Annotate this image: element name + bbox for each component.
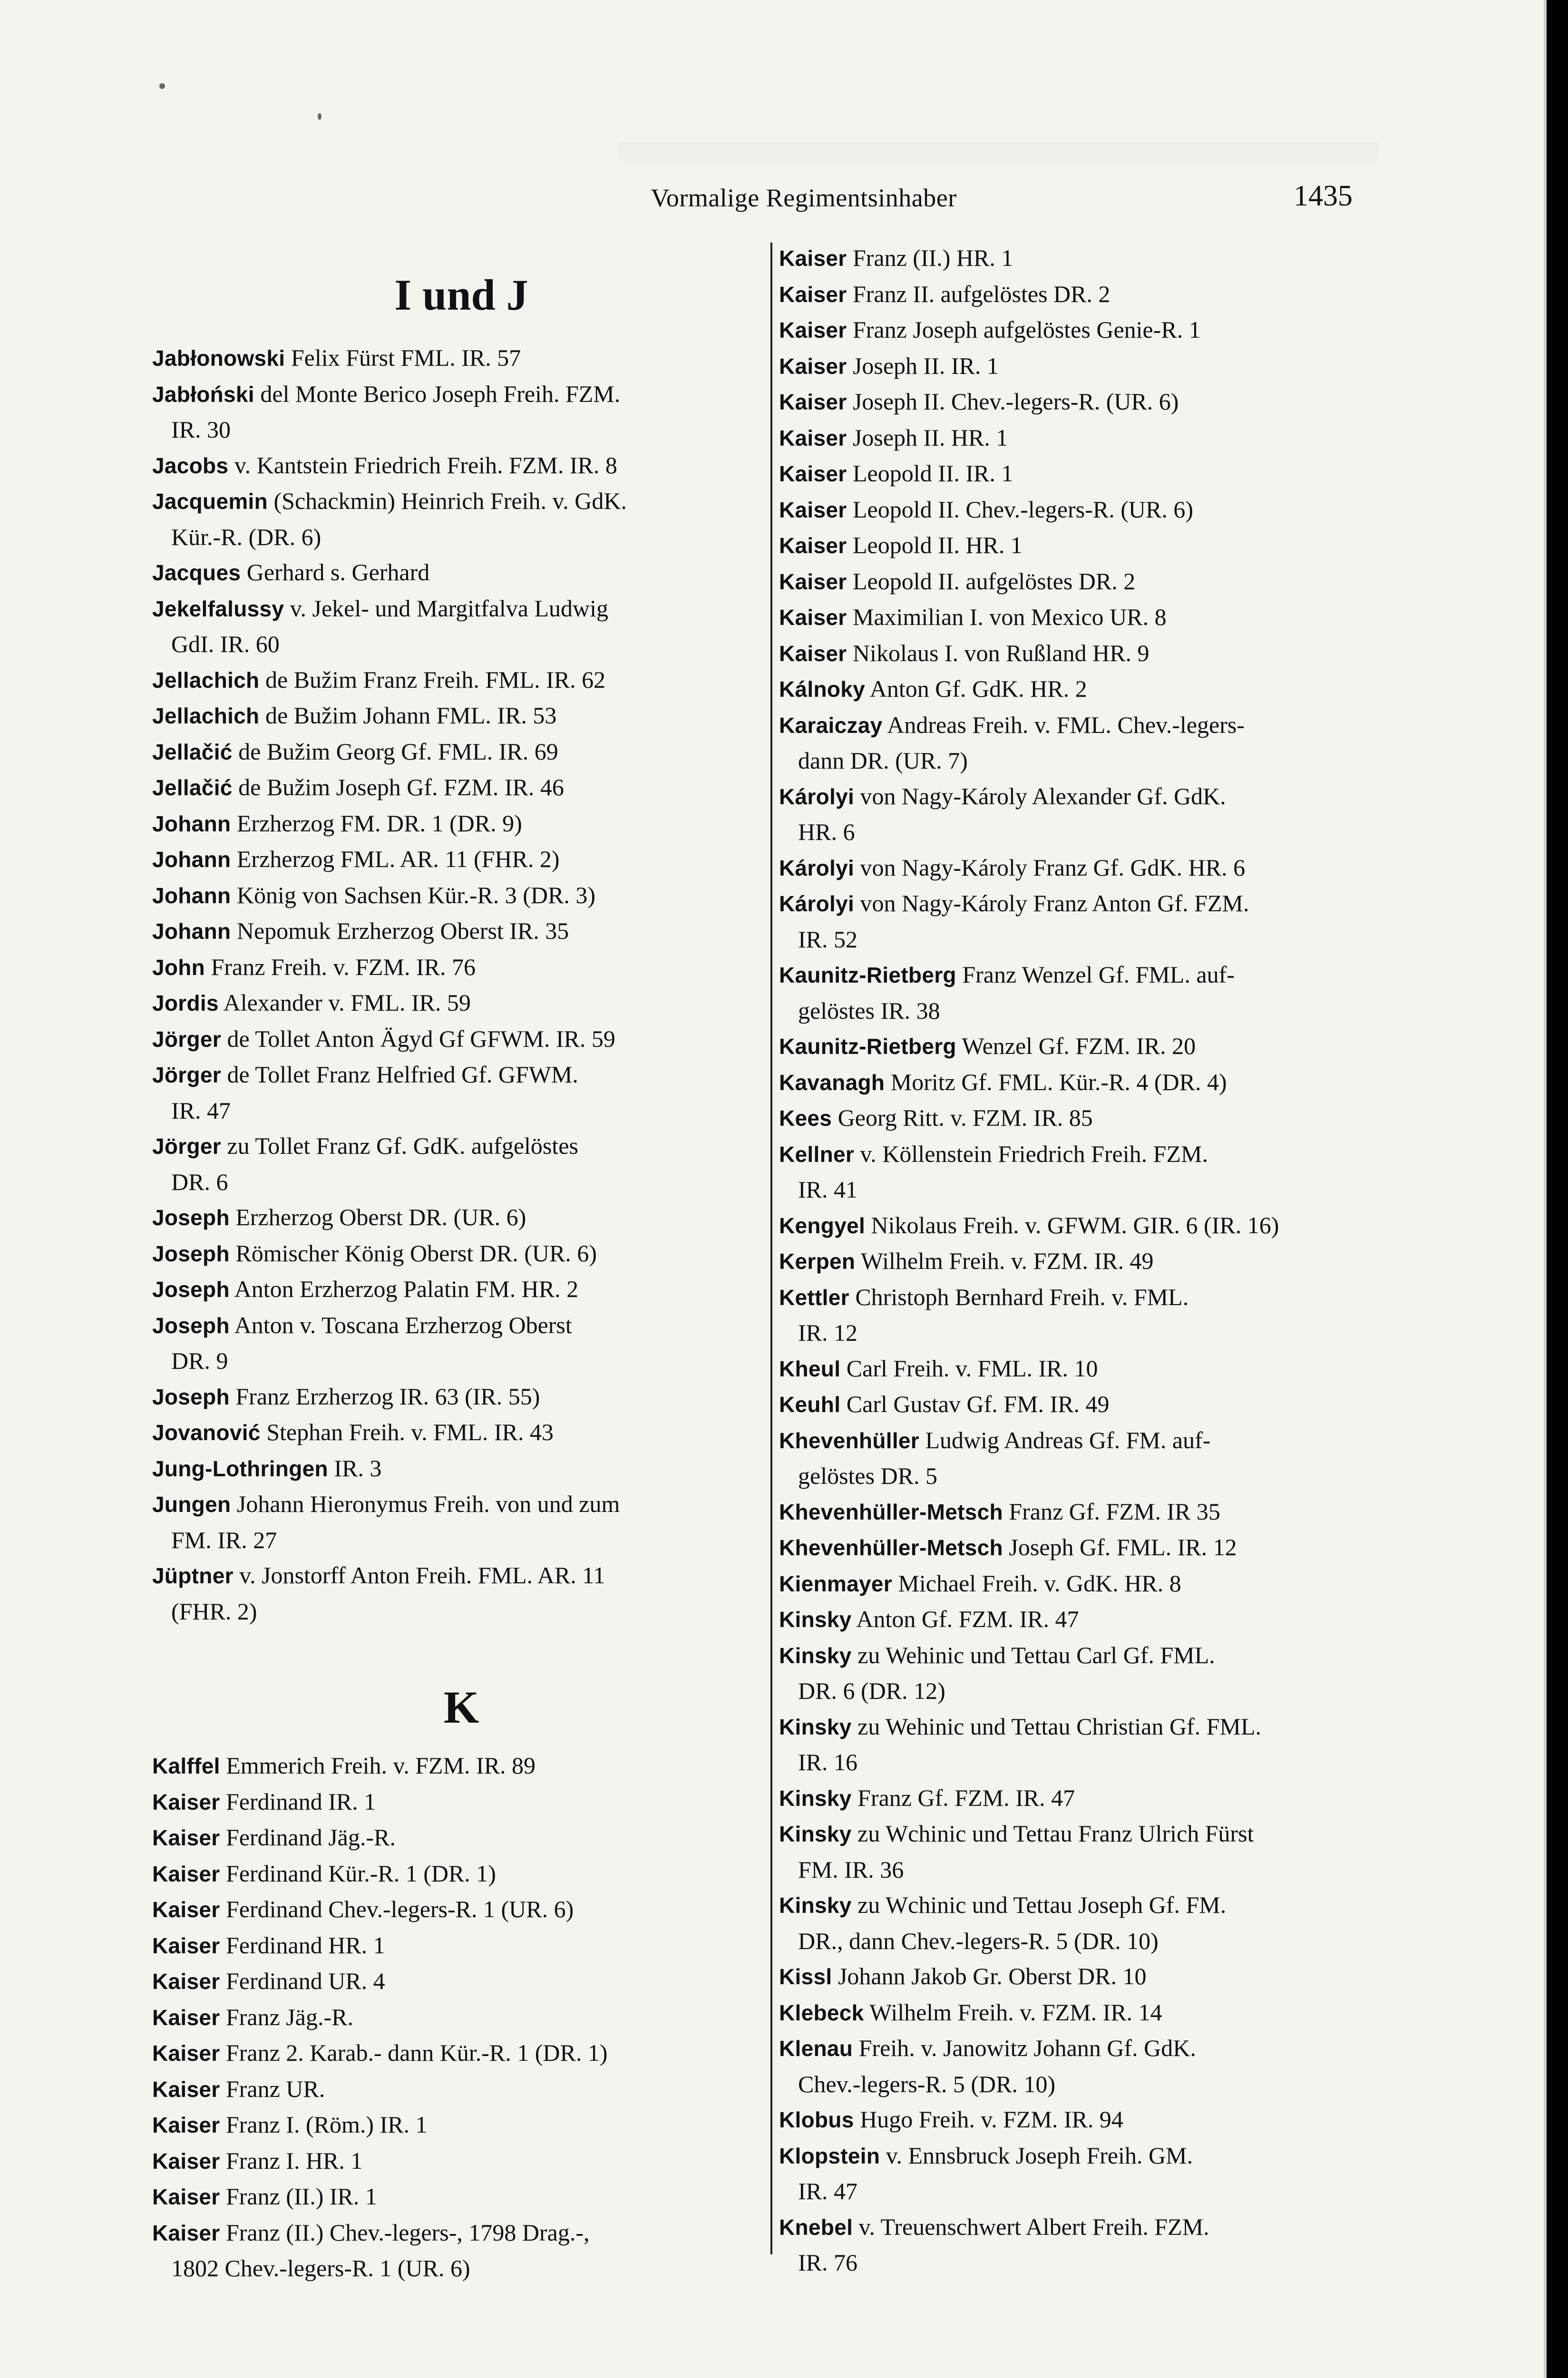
entry-surname: Klobus — [779, 2107, 854, 2132]
register-entry — [779, 527, 1397, 564]
entry-surname: Jacquemin — [152, 489, 268, 514]
register-entry — [779, 1136, 1397, 1208]
entry-surname: Károlyi — [779, 784, 855, 809]
register-entry — [152, 1748, 770, 1784]
entry-surname: Jellachich — [152, 667, 260, 692]
register-entry — [779, 1243, 1397, 1279]
register-entry — [152, 1379, 770, 1415]
entry-details: Wilhelm Freih. v. FZM. IR. 14 — [864, 1998, 1162, 2026]
entry-surname: Kienmayer — [779, 1571, 892, 1596]
entry-surname: Khevenhüller — [779, 1428, 920, 1453]
entry-details: Michael Freih. v. GdK. HR. 8 — [892, 1569, 1181, 1597]
entry-details: Franz Joseph aufgelöstes Genie-R. 1 — [847, 316, 1201, 343]
register-entry — [152, 591, 770, 662]
entry-surname: Kaiser — [152, 2220, 220, 2245]
entry-details: Franz Jäg.-R. — [220, 2003, 353, 2030]
entry-continuation: 1802 Chev.-legers-R. 1 (UR. 6) — [171, 2255, 470, 2281]
register-entry — [779, 1601, 1397, 1637]
entry-surname: Jordis — [152, 991, 219, 1015]
register-entry — [152, 1236, 770, 1272]
entry-details: Felix Fürst FML. IR. 57 — [285, 344, 521, 371]
register-entry — [152, 877, 770, 914]
entry-surname: Kavanagh — [779, 1070, 885, 1095]
entry-details: Wenzel Gf. FZM. IR. 20 — [956, 1033, 1196, 1059]
entry-details: Andreas Freih. v. FML. Chev.-legers- — [882, 711, 1245, 738]
entry-surname: Kaiser — [152, 2005, 220, 2030]
running-head: Vormalige Regimentsinhaber — [651, 184, 957, 212]
entry-details: Johann Hieronymus Freih. von und zum — [231, 1491, 620, 1517]
entry-surname: John — [152, 955, 205, 980]
entry-surname: Kaiser — [152, 1933, 220, 1958]
entry-details: von Nagy-Károly Franz Anton Gf. FZM. — [854, 890, 1249, 916]
register-entry — [779, 312, 1397, 348]
register-entry — [779, 1423, 1397, 1494]
register-entry — [779, 1100, 1397, 1136]
register-entry — [779, 707, 1397, 779]
entry-details: v. Ennsbruck Joseph Freih. GM. — [880, 2142, 1193, 2169]
register-entry — [779, 1780, 1397, 1816]
register-entry — [152, 1928, 770, 1964]
entry-surname: Johann — [152, 883, 231, 908]
entry-details: Nepomuk Erzherzog Oberst IR. 35 — [231, 917, 569, 944]
entry-surname: Kaiser — [152, 1825, 220, 1850]
entry-continuation: IR. 12 — [798, 1319, 857, 1346]
register-entry — [779, 2102, 1397, 2138]
entry-surname: Joseph — [152, 1205, 230, 1230]
entry-surname: Khevenhüller-Metsch — [779, 1535, 1003, 1560]
entry-continuation: HR. 6 — [798, 819, 855, 845]
register-entry — [152, 949, 770, 985]
register-entry — [152, 1784, 770, 1820]
entry-surname: Karaiczay — [779, 712, 883, 738]
register-entry — [152, 1271, 770, 1307]
entry-details: Leopold II. HR. 1 — [847, 532, 1023, 558]
entry-details: Nikolaus Freih. v. GFWM. GIR. 6 (IR. 16) — [865, 1211, 1279, 1238]
entry-details: Carl Gustav Gf. FM. IR. 49 — [840, 1391, 1110, 1417]
entry-details: de Bužim Georg Gf. FML. IR. 69 — [232, 738, 558, 765]
entry-details: Joseph Gf. FML. IR. 12 — [1003, 1534, 1237, 1560]
entry-surname: Kerpen — [779, 1249, 856, 1274]
register-entry — [779, 1816, 1397, 1887]
entry-surname: Kaiser — [779, 353, 847, 379]
register-entry — [779, 1208, 1397, 1244]
entry-details: Franz Gf. FZM. IR. 47 — [851, 1784, 1075, 1811]
entry-details: de Bužim Johann FML. IR. 53 — [259, 702, 557, 729]
register-entry — [152, 1891, 770, 1928]
entry-details: v. Jonstorff Anton Freih. FML. AR. 11 — [233, 1562, 605, 1589]
register-entry — [152, 2035, 770, 2071]
register-entry — [779, 779, 1397, 850]
register-entry — [779, 2030, 1397, 2102]
entry-surname: Kaunitz-Rietberg — [779, 963, 956, 987]
entry-details: Christoph Bernhard Freih. v. FML. — [849, 1283, 1189, 1310]
register-entry — [152, 483, 770, 555]
entry-details: del Monte Berico Joseph Freih. FZM. — [254, 380, 621, 407]
entry-continuation: Kür.-R. (DR. 6) — [171, 523, 321, 550]
register-entry — [779, 2138, 1397, 2209]
entry-details: Franz Erzherzog IR. 63 (IR. 55) — [229, 1383, 540, 1410]
entry-details: Franz (II.) HR. 1 — [847, 244, 1013, 271]
entry-surname: Joseph — [152, 1277, 230, 1302]
register-entry — [152, 1057, 770, 1128]
register-entry — [779, 886, 1397, 957]
entry-surname: Kinsky — [779, 1822, 852, 1846]
entry-details: Franz Wenzel Gf. FML. auf- — [956, 961, 1235, 988]
entry-continuation: dann DR. (UR. 7) — [798, 747, 968, 774]
register-entry — [152, 555, 770, 591]
entry-details: Carl Freih. v. FML. IR. 10 — [840, 1355, 1098, 1382]
entry-details: Franz 2. Karab.- dann Kür.-R. 1 (DR. 1) — [220, 2039, 608, 2066]
entry-surname: Kettler — [779, 1285, 849, 1310]
entry-continuation: DR. 6 (DR. 12) — [798, 1677, 945, 1704]
entry-details: v. Köllenstein Friedrich Freih. FZM. — [854, 1140, 1208, 1167]
entry-surname: Jörger — [152, 1026, 221, 1052]
register-entry — [779, 850, 1397, 886]
entry-list-right — [779, 240, 1397, 2281]
entry-details: Anton Erzherzog Palatin FM. HR. 2 — [229, 1276, 579, 1302]
entry-details: Franz (II.) IR. 1 — [220, 2183, 377, 2210]
entry-details: Franz UR. — [220, 2075, 325, 2102]
register-entry — [779, 240, 1397, 276]
entry-surname: Kaiser — [152, 1897, 220, 1922]
entry-continuation: Chev.-legers-R. 5 (DR. 10) — [798, 2070, 1056, 2097]
entry-details: Ferdinand Kür.-R. 1 (DR. 1) — [220, 1860, 496, 1887]
entry-details: Nikolaus I. von Rußland HR. 9 — [847, 639, 1149, 666]
register-entry — [779, 1995, 1397, 2031]
entry-surname: Klopstein — [779, 2143, 880, 2168]
register-entry — [779, 1959, 1397, 1995]
entry-continuation: GdI. IR. 60 — [171, 631, 280, 657]
entry-details: zu Wehinic und Tettau Carl Gf. FML. — [851, 1641, 1215, 1668]
entry-details: Gerhard s. Gerhard — [241, 559, 430, 585]
entry-continuation: gelöstes IR. 38 — [798, 997, 940, 1024]
entry-surname: Johann — [152, 847, 231, 872]
entry-surname: Kissl — [779, 1964, 832, 1989]
entry-details: Moritz Gf. FML. Kür.-R. 4 (DR. 4) — [885, 1068, 1227, 1095]
entry-details: Stephan Freih. v. FML. IR. 43 — [260, 1419, 554, 1445]
entry-details: de Tollet Franz Helfried Gf. GFWM. — [221, 1061, 578, 1088]
entry-surname: Jekelfalussy — [152, 596, 284, 621]
entry-surname: Kaiser — [152, 2041, 220, 2066]
entry-surname: Klebeck — [779, 2000, 864, 2025]
register-entry — [152, 806, 770, 842]
entry-continuation: IR. 76 — [798, 2249, 857, 2276]
entry-surname: Jacques — [152, 560, 241, 585]
entry-surname: Kaiser — [779, 533, 847, 558]
entry-surname: Kaiser — [779, 641, 847, 666]
entry-details: Anton Gf. FZM. IR. 47 — [851, 1606, 1079, 1632]
entry-surname: Kinsky — [779, 1714, 852, 1739]
register-entry — [779, 348, 1397, 384]
entry-details: Ferdinand UR. 4 — [220, 1968, 385, 1994]
entry-details: zu Tollet Franz Gf. GdK. aufgelöstes — [221, 1132, 578, 1159]
entry-continuation: (FHR. 2) — [171, 1598, 257, 1625]
entry-details: Alexander v. FML. IR. 59 — [218, 989, 471, 1016]
entry-details: IR. 3 — [328, 1454, 382, 1481]
entry-continuation: IR. 30 — [171, 416, 231, 443]
entry-continuation: IR. 47 — [798, 2178, 857, 2204]
entry-surname: Kees — [779, 1106, 832, 1131]
entry-surname: Jellačić — [152, 775, 233, 800]
entry-details: Ludwig Andreas Gf. FM. auf- — [919, 1426, 1211, 1453]
register-entry — [152, 662, 770, 698]
register-entry — [152, 2107, 770, 2143]
entry-continuation: DR. 6 — [171, 1168, 228, 1195]
register-entry — [779, 1637, 1397, 1709]
register-entry — [152, 1021, 770, 1057]
register-entry — [779, 456, 1397, 492]
entry-details: Franz II. aufgelöstes DR. 2 — [847, 280, 1110, 307]
register-entry — [152, 1128, 770, 1199]
entry-list-ij — [152, 340, 770, 1629]
entry-details: von Nagy-Károly Alexander Gf. GdK. — [854, 782, 1226, 809]
entry-details: Erzherzog FM. DR. 1 (DR. 9) — [231, 809, 522, 837]
register-entry — [152, 1451, 770, 1487]
entry-details: (Schackmin) Heinrich Freih. v. GdK. — [268, 487, 627, 514]
register-entry — [152, 1199, 770, 1236]
register-entry — [152, 2215, 770, 2286]
entry-details: König von Sachsen Kür.-R. 3 (DR. 3) — [231, 881, 595, 908]
entry-details: Leopold II. Chev.-legers-R. (UR. 6) — [847, 496, 1193, 523]
register-entry — [152, 1963, 770, 1999]
entry-details: Franz I. HR. 1 — [220, 2147, 363, 2174]
entry-details: Freih. v. Janowitz Johann Gf. GdK. — [853, 2035, 1196, 2061]
register-entry — [779, 1709, 1397, 1780]
entry-surname: Keuhl — [779, 1392, 841, 1417]
entry-surname: Kaiser — [152, 2076, 220, 2102]
register-entry — [152, 1307, 770, 1379]
entry-continuation: DR. 9 — [171, 1347, 228, 1374]
entry-surname: Kaiser — [779, 390, 847, 414]
page-header — [0, 180, 1544, 231]
entry-list-k — [152, 1748, 770, 2286]
register-entry — [779, 957, 1397, 1028]
register-entry — [152, 1558, 770, 1629]
entry-surname: Kaiser — [779, 425, 847, 450]
entry-details: Joseph II. HR. 1 — [847, 424, 1008, 451]
register-entry — [779, 276, 1397, 312]
entry-details: de Bužim Joseph Gf. FZM. IR. 46 — [232, 774, 564, 800]
register-entry — [152, 1999, 770, 2036]
register-entry — [779, 1279, 1397, 1351]
entry-details: Franz I. (Röm.) IR. 1 — [220, 2111, 428, 2138]
entry-surname: Jellačić — [152, 739, 233, 764]
register-entry — [152, 376, 770, 448]
register-entry — [152, 1820, 770, 1856]
entry-continuation: IR. 47 — [171, 1097, 231, 1124]
register-entry — [152, 2071, 770, 2107]
entry-surname: Kaiser — [779, 569, 847, 594]
register-entry — [152, 448, 770, 484]
entry-continuation: IR. 16 — [798, 1749, 857, 1775]
entry-surname: Jüptner — [152, 1563, 234, 1588]
entry-surname: Johann — [152, 811, 231, 836]
entry-surname: Kalffel — [152, 1754, 220, 1778]
entry-details: zu Wchinic und Tettau Joseph Gf. FM. — [851, 1891, 1227, 1918]
entry-details: Franz (II.) Chev.-legers-, 1798 Drag.-, — [220, 2219, 590, 2246]
entry-surname: Kaiser — [779, 246, 847, 271]
register-entry — [779, 384, 1397, 420]
register-entry — [779, 564, 1397, 600]
entry-details: Maximilian I. von Mexico UR. 8 — [847, 604, 1167, 630]
entry-surname: Kaiser — [152, 1969, 220, 1994]
register-entry — [779, 1064, 1397, 1101]
entry-surname: Jovanović — [152, 1420, 261, 1445]
entry-details: Erzherzog Oberst DR. (UR. 6) — [229, 1204, 526, 1230]
paper-speck — [318, 113, 321, 120]
entry-continuation: IR. 52 — [798, 926, 857, 953]
entry-details: von Nagy-Károly Franz Gf. GdK. HR. 6 — [854, 854, 1246, 881]
entry-surname: Kaiser — [779, 461, 847, 486]
entry-surname: Kinsky — [779, 1785, 852, 1811]
register-entry — [779, 671, 1397, 707]
register-entry — [779, 1566, 1397, 1602]
entry-details: v. Jekel- und Margitfalva Ludwig — [284, 594, 609, 622]
entry-surname: Kaiser — [152, 2184, 220, 2209]
entry-details: Erzherzog FML. AR. 11 (FHR. 2) — [231, 846, 560, 872]
entry-surname: Jung-Lothringen — [152, 1456, 328, 1481]
entry-surname: Kaiser — [779, 282, 847, 307]
register-entry — [779, 1887, 1397, 1959]
register-entry — [779, 1494, 1397, 1530]
register-entry — [779, 420, 1397, 456]
entry-surname: Kinsky — [779, 1643, 852, 1668]
entry-continuation: IR. 41 — [798, 1176, 857, 1203]
register-entry — [152, 734, 770, 770]
paper-speck — [159, 83, 165, 89]
right-column — [779, 240, 1397, 2281]
register-entry — [152, 698, 770, 734]
entry-details: Franz Freih. v. FZM. IR. 76 — [205, 953, 476, 980]
entry-continuation: DR., dann Chev.-legers-R. 5 (DR. 10) — [798, 1927, 1159, 1954]
register-entry — [779, 492, 1397, 528]
register-entry — [152, 340, 770, 376]
bleed-through-shadow — [618, 143, 1379, 171]
register-entry — [152, 985, 770, 1021]
entry-details: Franz Gf. FZM. IR 35 — [1003, 1498, 1220, 1525]
register-entry — [779, 1351, 1397, 1387]
entry-details: Leopold II. IR. 1 — [847, 460, 1013, 487]
entry-details: Joseph II. IR. 1 — [847, 352, 999, 379]
entry-surname: Kellner — [779, 1141, 855, 1167]
entry-details: zu Wchinic und Tettau Franz Ulrich Fürst — [851, 1820, 1254, 1847]
entry-surname: Jacobs — [152, 453, 229, 478]
left-column — [152, 240, 770, 2286]
entry-continuation: FM. IR. 36 — [798, 1856, 904, 1883]
entry-surname: Kaiser — [779, 318, 847, 342]
register-entry — [152, 913, 770, 949]
register-entry — [779, 1028, 1397, 1064]
register-entry — [152, 2143, 770, 2179]
entry-details: Ferdinand HR. 1 — [220, 1931, 385, 1959]
entry-surname: Jörger — [152, 1062, 221, 1087]
entry-surname: Jabłonowski — [152, 346, 285, 370]
section-heading-ij: I und J — [394, 271, 528, 319]
entry-details: Ferdinand Jäg.-R. — [220, 1824, 396, 1851]
entry-surname: Johann — [152, 919, 231, 944]
entry-details: Johann Jakob Gr. Oberst DR. 10 — [832, 1963, 1147, 1989]
entry-surname: Kaunitz-Rietberg — [779, 1034, 956, 1059]
section-heading-k: K — [443, 1682, 479, 1733]
entry-surname: Károlyi — [779, 891, 855, 916]
register-entry — [152, 1486, 770, 1558]
entry-surname: Kaiser — [152, 2148, 220, 2173]
entry-surname: Joseph — [152, 1313, 230, 1338]
entry-surname: Kaiser — [152, 1789, 220, 1814]
entry-surname: Joseph — [152, 1241, 230, 1266]
entry-details: v. Kantstein Friedrich Freih. FZM. IR. 8 — [228, 451, 617, 478]
register-entry — [779, 1386, 1397, 1423]
entry-surname: Khevenhüller-Metsch — [779, 1499, 1003, 1524]
entry-surname: Jörger — [152, 1134, 221, 1159]
entry-surname: Kinsky — [779, 1893, 852, 1918]
entry-continuation: gelöstes DR. 5 — [798, 1462, 938, 1489]
entry-surname: Knebel — [779, 2214, 853, 2240]
entry-details: de Bužim Franz Freih. FML. IR. 62 — [259, 666, 606, 693]
entry-surname: Kaiser — [152, 2113, 220, 2137]
entry-continuation: FM. IR. 27 — [171, 1526, 277, 1553]
entry-details: Ferdinand IR. 1 — [220, 1788, 376, 1815]
entry-details: Emmerich Freih. v. FZM. IR. 89 — [220, 1752, 536, 1779]
register-entry — [779, 2209, 1397, 2281]
entry-details: Römischer König Oberst DR. (UR. 6) — [229, 1239, 597, 1267]
entry-surname: Jabłoński — [152, 381, 254, 407]
entry-details: v. Treuenschwert Albert Freih. FZM. — [853, 2213, 1209, 2240]
entry-details: Ferdinand Chev.-legers-R. 1 (UR. 6) — [220, 1896, 574, 1922]
entry-surname: Károlyi — [779, 855, 855, 880]
entry-details: de Tollet Anton Ägyd Gf GFWM. IR. 59 — [221, 1025, 615, 1052]
register-entry — [152, 1414, 770, 1451]
register-entry — [152, 1856, 770, 1892]
register-entry — [779, 599, 1397, 635]
entry-details: Anton v. Toscana Erzherzog Oberst — [229, 1311, 572, 1338]
entry-surname: Kheul — [779, 1356, 841, 1381]
entry-surname: Joseph — [152, 1384, 230, 1409]
register-entry — [152, 2179, 770, 2215]
entry-surname: Kaiser — [152, 1861, 220, 1886]
entry-details: Leopold II. aufgelöstes DR. 2 — [847, 567, 1136, 594]
entry-surname: Klenau — [779, 2036, 853, 2061]
entry-surname: Jungen — [152, 1492, 231, 1517]
entry-surname: Kinsky — [779, 1607, 852, 1632]
entry-surname: Kaiser — [779, 605, 847, 630]
entry-surname: Jellachich — [152, 703, 260, 728]
entry-details: zu Wehinic und Tettau Christian Gf. FML. — [851, 1713, 1262, 1740]
entry-details: Anton Gf. GdK. HR. 2 — [865, 675, 1087, 702]
entry-details: Joseph II. Chev.-legers-R. (UR. 6) — [847, 388, 1179, 415]
register-entry — [779, 1530, 1397, 1566]
entry-details: Georg Ritt. v. FZM. IR. 85 — [832, 1104, 1093, 1131]
entry-surname: Kaiser — [779, 497, 847, 522]
entry-surname: Kengyel — [779, 1213, 866, 1238]
register-entry — [779, 635, 1397, 672]
register-entry — [152, 841, 770, 877]
entry-details: Hugo Freih. v. FZM. IR. 94 — [854, 2106, 1123, 2133]
entry-surname: Kálnoky — [779, 677, 866, 702]
register-entry — [152, 770, 770, 806]
column-divider — [770, 243, 772, 2254]
entry-details: Wilhelm Freih. v. FZM. IR. 49 — [855, 1247, 1154, 1274]
page-number: 1435 — [1294, 180, 1353, 212]
